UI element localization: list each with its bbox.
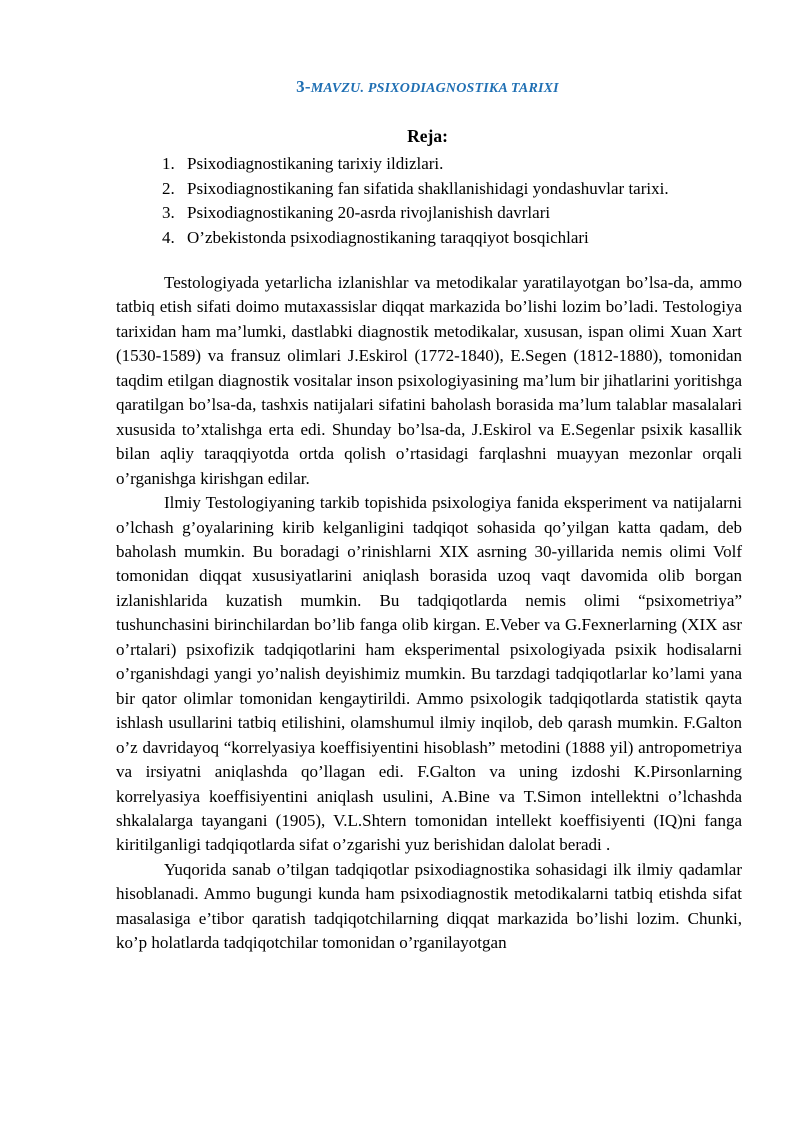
plan-item-text: Psixodiagnostikaning 20-asrda rivojlanishish davrlari (187, 203, 551, 222)
title-number: 3- (296, 77, 311, 96)
plan-item-text: O’zbekistonda psixodiagnostikaning taraqqiyot bosqichlari (187, 227, 589, 247)
plan-item-number: 3. (162, 203, 175, 222)
paragraph: Ilmiy Testologiyaning tarkib topishida psixologiya fanida eksperiment va natijalarni o’lchash g’oyalarining kirib kelganligini tadqiqot sohasida qo’yilgan katta qadam, deb baholash mumkin. Bu boradagi o’rinishlarni XIX asrning 30-yillarida nemis olimi Volf tomonidan diqqat xususiyatlarini aniqlash borasida uzoq vaqt davomida olib borgan izlanishlarida kuzatish mumkin. Bu tadqiqotlarda nemis olimi “psixometriya” tushunchasini birinchilardan bo’lib fanga olib kirgan. E.Veber va G.Fexnerlarning (XIX asr o’rtalari) psixofizik tadqiqotlarini ham eksperimental psixologiyada psixik hodisalarni o’rganishdagi yangi yo’nalish deyishimiz mumkin. Bu tarzdagi tadqiqotlarlar ko’lami yana bir qator olimlar tomonidan kengaytirildi. Ammo psixologik tadqiqotlarda statistik qayta ishlash usullarini tatbiq etilishini, olamshumul ilmiy inqilob, deb qarash mumkin. F.Galton o’z davridayoq “korrelyasiya koeffisiyentini hisoblash” metodini (1888 yil) antropometriya va irsiyatni aniqlashda qo’llagan edi. F.Galton va uning izdoshi K.Pirsonlarning korrelyasiya koeffisiyentini aniqlash usulini, A.Bine va T.Simon intellektni o’lchashda shkalalarga tayangani (1905), V.L.Shtern tomonidan intellekt koeffisiyenti (IQ)ni fanga kiritilganligi tadqiqotlarda sifat o’zgarishi yuz berishidan dalolat beradi . (116, 493, 742, 855)
plan-item-number: 1. (162, 154, 175, 173)
plan-item (162, 177, 669, 202)
body-text (116, 271, 742, 956)
plan-list (162, 152, 669, 250)
paragraph: Yuqorida sanab o’tilgan tadqiqotlar psixodiagnostika sohasidagi ilk ilmiy qadamlar hisoblanadi. Ammo bugungi kunda ham psixodiagnostik metodikalarni tatbiq etishda sifat masalasiga e’tibor qaratish tadqiqotchilarning diqqat markazida bo’lishi lozim. Chunki, ko’p holatlarda tadqiqotchilar tomonidan o’rganilayotgan (116, 859, 742, 953)
plan-item-number: 2. (162, 178, 175, 198)
title-text: MAVZU. PSIXODIAGNOSTIKA TARIXI (310, 81, 559, 96)
plan-item-text: Psixodiagnostikaning tarixiy ildizlari. (187, 154, 444, 173)
plan-item (162, 226, 669, 251)
plan-item (162, 152, 669, 177)
plan-item (162, 201, 669, 226)
plan-item-number: 4. (162, 227, 175, 247)
page-title (0, 77, 800, 97)
plan-item-text: Psixodiagnostikaning fan sifatida shakllanishidagi yondashuvlar tarixi. (187, 178, 669, 198)
paragraph: Testologiyada yetarlicha izlanishlar va metodikalar yaratilayotgan bo’lsa-da, ammo tatbiq etish sifati doimo mutaxassislar diqqat markazida bo’lishi lozim bo’ladi. Testologiya tarixidan ham ma’lumki, dastlabki diagnostik metodikalar, xususan, ispan olimi Xuan Xart (1530-1589) va fransuz olimlari J.Eskirol (1772-1840), E.Segen (1812-1880), tomonidan taqdim etilgan diagnostik vositalar inson psixologiyasining ma’lum bir jihatlarini yoritishga qaratilgan bo’lsa-da, tashxis natijalari sifatini baholash borasida ma’lum talablar masalalari xususida to’xtalishga erta edi. Shunday bo’lsa-da, J.Eskirol va E.Segenlar psixik kasallik bilan aqliy taraqqiyotda ortda qolish o’rtasidagi farqlashni muayyan mezonlar orqali o’rganishga kirishgan edilar. (116, 273, 742, 488)
plan-heading: Reja: (407, 126, 448, 146)
